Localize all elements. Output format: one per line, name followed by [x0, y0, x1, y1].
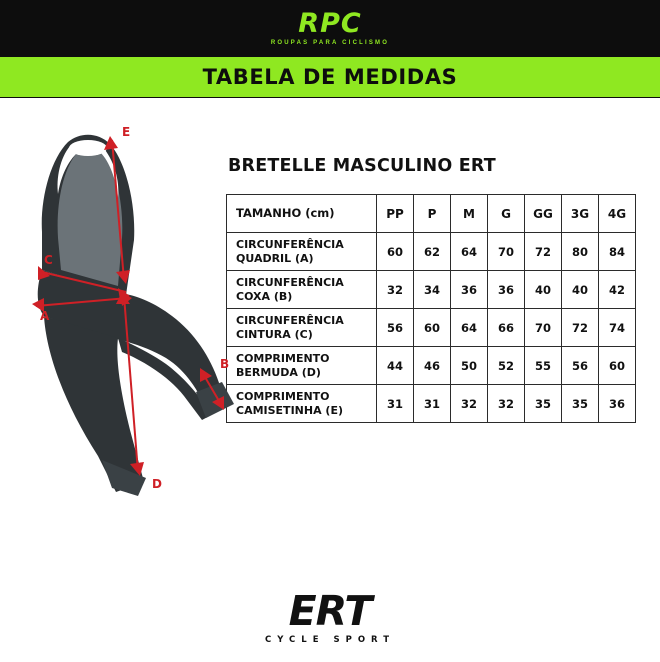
- row-label-bib-length: [227, 385, 377, 423]
- cell-waist-g: 66: [488, 309, 525, 347]
- cell-hip-4g: 84: [599, 233, 636, 271]
- row-label-line1: COMPRIMENTO: [236, 389, 330, 403]
- header-bar: [0, 0, 660, 56]
- row-label-line1: CIRCUNFERÊNCIA: [236, 275, 344, 289]
- ert-logo: [264, 586, 396, 645]
- title-band: [0, 56, 660, 98]
- table-row: [227, 347, 636, 385]
- rpc-logo: [271, 10, 389, 46]
- garment-leg-left: [44, 316, 144, 492]
- table-row: [227, 271, 636, 309]
- label-c: C: [44, 253, 53, 267]
- cell-hip-p: 62: [414, 233, 451, 271]
- table-row: [227, 233, 636, 271]
- rpc-logo-tagline: ROUPAS PARA CICLISMO: [270, 40, 390, 46]
- cell-hip-m: 64: [451, 233, 488, 271]
- cell-hip-3g: 80: [562, 233, 599, 271]
- footer: [0, 573, 660, 662]
- cell-waist-gg: 70: [525, 309, 562, 347]
- cell-waist-pp: 56: [377, 309, 414, 347]
- size-header-pp: PP: [377, 195, 414, 233]
- row-label-line1: CIRCUNFERÊNCIA: [236, 313, 344, 327]
- cell-bib-p: 31: [414, 385, 451, 423]
- size-header-m: M: [451, 195, 488, 233]
- table-row: [227, 385, 636, 423]
- cell-short-4g: 60: [599, 347, 636, 385]
- cell-thigh-p: 34: [414, 271, 451, 309]
- size-header-4g: 4G: [599, 195, 636, 233]
- row-label-line2: BERMUDA (D): [236, 365, 321, 379]
- row-label-line1: COMPRIMENTO: [236, 351, 330, 365]
- row-label-line2: CAMISETINHA (E): [236, 403, 343, 417]
- label-d: D: [152, 477, 162, 491]
- cell-bib-4g: 36: [599, 385, 636, 423]
- row-label-line2: COXA (B): [236, 289, 293, 303]
- ert-logo-text: ERT: [288, 586, 372, 635]
- cell-thigh-g: 36: [488, 271, 525, 309]
- cell-waist-4g: 74: [599, 309, 636, 347]
- garment-illustration: [0, 98, 230, 573]
- cell-short-g: 52: [488, 347, 525, 385]
- size-header-gg: GG: [525, 195, 562, 233]
- size-header-p: P: [414, 195, 451, 233]
- cell-short-m: 50: [451, 347, 488, 385]
- product-title: BRETELLE MASCULINO ERT: [228, 156, 496, 176]
- cell-waist-p: 60: [414, 309, 451, 347]
- size-header-g: G: [488, 195, 525, 233]
- size-table: [226, 194, 636, 423]
- cell-bib-m: 32: [451, 385, 488, 423]
- main-content: [0, 98, 660, 573]
- cell-thigh-gg: 40: [525, 271, 562, 309]
- cell-bib-gg: 35: [525, 385, 562, 423]
- label-a: A: [40, 309, 50, 323]
- cell-short-gg: 55: [525, 347, 562, 385]
- cell-bib-3g: 35: [562, 385, 599, 423]
- row-label-line2: QUADRIL (A): [236, 251, 314, 265]
- table-row: [227, 309, 636, 347]
- bib-shorts-drawing: [6, 120, 238, 500]
- ert-logo-tagline: CYCLE SPORT: [264, 634, 396, 645]
- cell-thigh-4g: 42: [599, 271, 636, 309]
- row-label-waist: [227, 309, 377, 347]
- row-label-thigh: [227, 271, 377, 309]
- cell-bib-pp: 31: [377, 385, 414, 423]
- row-label-line1: CIRCUNFERÊNCIA: [236, 237, 344, 251]
- label-e: E: [122, 125, 131, 139]
- cell-short-pp: 44: [377, 347, 414, 385]
- cell-short-p: 46: [414, 347, 451, 385]
- table-header-row: [227, 195, 636, 233]
- cell-hip-gg: 72: [525, 233, 562, 271]
- cell-short-3g: 56: [562, 347, 599, 385]
- row-label-short-length: [227, 347, 377, 385]
- cell-thigh-pp: 32: [377, 271, 414, 309]
- cell-bib-g: 32: [488, 385, 525, 423]
- page-title: TABELA DE MEDIDAS: [202, 65, 458, 89]
- cell-hip-pp: 60: [377, 233, 414, 271]
- size-header-3g: 3G: [562, 195, 599, 233]
- neck-opening: [69, 140, 107, 156]
- rpc-logo-text: RPC: [298, 8, 362, 39]
- label-b: B: [220, 357, 230, 371]
- size-table-section: [222, 98, 660, 573]
- cell-thigh-3g: 40: [562, 271, 599, 309]
- cell-thigh-m: 36: [451, 271, 488, 309]
- cell-waist-3g: 72: [562, 309, 599, 347]
- cell-waist-m: 64: [451, 309, 488, 347]
- cell-hip-g: 70: [488, 233, 525, 271]
- row-label-line2: CINTURA (C): [236, 327, 313, 341]
- table-corner-header: TAMANHO (cm): [227, 195, 377, 233]
- row-label-hip: [227, 233, 377, 271]
